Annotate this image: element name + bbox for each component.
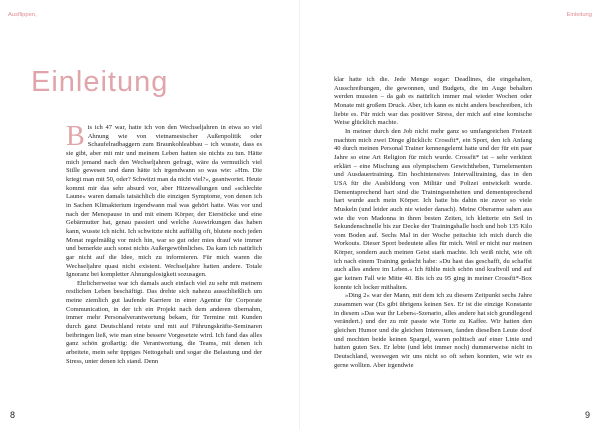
paragraph: »Ding 2« war der Mann, mit dem ich zu diesem Zeitpunkt sechs Jahre zusammen war (Es gibt übrigens keinen Sex. Er ist die einzige Konstante in diesem »Das war ihr Leben«-Szenario, alles andere hat sich grundlegend verändert.) und der zu mir passte wie Torte zu Kaffee. Wir hatten den gleichen Humor und die gleichen Interessen, fanden dieselben Leute doof und mochten beide keinen Spargel, waren politisch auf einer Linie und hatten guten Sex. Er lebte (und lebt immer noch) dummerweise nicht in Deutschland, weswegen wir uns nicht so oft sehen konnten, wie wir es gerne wollten. Aber irgendwie — [334, 292, 532, 369]
right-body-text — [334, 76, 532, 370]
chapter-title: Einleitung — [31, 66, 169, 98]
paragraph: is ich 47 war, hatte ich von den Wechseljahren in etwa so viel Ahnung wie von vietnamesischer Außenpolitik oder Schaufelradbaggern zum Braunkohleabbau – ich wusste, dass es sie gibt, aber mit mir und meinem Leben hatten sie nichts zu tun. Hätte mich jemand nach den Wechseljahren gefragt, wäre da vermutlich viel Stille gewesen und dann hätte ich irgendwann so was wie: »Hm. Die kriegt man mit 50, oder? Schwitzt man da nicht viel?«, geantwortet. Heute kommt mir das sehr absurd vor, aber Hitzewallungen und »schlechte Laune« waren damals tatsächlich die einzigen Symptome, von denen ich in Sachen Klimakterium irgendwann mal was gehört hatte. Was vor und nach der Menopause in und mit einem Körper, der Eierstöcke und eine Gebärmutter hat, genau passiert und welche Auswirkungen das haben kann, wusste ich nicht. Ich schwitzte nicht auffällig oft, blutete noch jeden Monat regelmäßig vor mich hin, war so gut oder mies drauf wie immer und bemerkte auch sonst nichts Außergewöhnliches. Da kam ich natürlich gar nicht auf die Idee, mich zu informieren. Für mich waren die Wechseljahre quasi nicht existent. Wechseljahre hatten andere. Totale Ignoranz bei kompletter Ahnungslosigkeit sozusagen. — [66, 124, 262, 279]
paragraph: klar hatte ich die. Jede Menge sogar: Deadlines, die eingehalten, Ausschreibungen, die gewonnen, und Budgets, die im Auge behalten werden mussten – da gab es natürlich immer mal wieder Wochen oder Monate mit großem Druck. Aber, ich kann es nicht anders beschreiben, ich liebte es. Für mich war das positiver Stress, der mich auf eine komische Weise glücklich machte. — [334, 76, 532, 127]
page-number-left: 8 — [10, 410, 16, 420]
right-page — [300, 0, 600, 429]
running-head-right: Einleitung — [566, 12, 592, 18]
paragraph: Ehrlicherweise war ich damals auch einfach viel zu sehr mit meinem restlichen Leben beschäftigt. Das drehte sich nahezu ausschließlich um meine ziemlich gut laufende Karriere in einer Agentur für Corporate Communication, in der ich ein Projekt nach dem anderen übernahm, immer mehr Personalverantwortung bekam, für Termine mit Kunden durch ganz Deutschland reiste und mit auf Führungskräfte-Seminaren beibringen ließ, wie man eine bessere Vorgesetzte wird. Ich fand das alles ganz schön großartig: die Verantwortung, die Teams, mit denen ich arbeitete, mein sehr üppiges Nettogehalt und sogar die Belastung und der Stress, unter denen ich stand. Denn — [66, 279, 262, 365]
running-head-left: Ausflippen, — [8, 12, 37, 18]
drop-cap: B — [66, 121, 85, 152]
page-number-right: 9 — [584, 410, 590, 420]
paragraph: In meiner durch den Job nicht mehr ganz so umfangreichen Freizeit machten mich zwei Dinge glücklich: Crossfit*, ein Sport, den ich Anfang 40 durch meinen Personal Trainer kennengelernt hatte und der für ein paar Jahre so eine Art Religion für mich wurde. Crossfit* ist – sehr verkürzt erklärt – eine Mischung aus olympischem Gewichtheben, Turnelementen und Ausdauertraining. Ein hochintensives Intervalltraining, das in den USA für die Ausbildung von Militär und Polizei entwickelt wurde. Dementsprechend hart sind die Trainingseinheiten und dementsprechend hart wurde auch mein Körper. Ich hatte bis dahin nie zuvor so viele Muskeln (und leider auch nie wieder danach). Meine Oberarme sahen aus wie die von Madonna in ihren besten Zeiten, ich kletterte ein Seil in Sekundenschnelle bis zur Decke der Trainingshalle hoch und hob 135 Kilo vom Boden auf. Sechs Mal in der Woche peitschte ich mich durch die Workouts. Dieser Sport bedeutete alles für mich. Weil er nicht nur meinen Körper, sondern auch meinen Geist stark machte. Ich weiß nicht, wie oft ich nach einem Training gedacht habe: »Du hast das geschafft, du schaffst auch alles andere im Leben.« Ich fühlte mich schön und kraftvoll und auf gar keinen Fall wie Mitte 40. Bis ich zu 95 ging in meiner Crossfit*-Box konnte ich locker mithalten. — [334, 127, 532, 291]
left-body-text — [66, 121, 262, 366]
